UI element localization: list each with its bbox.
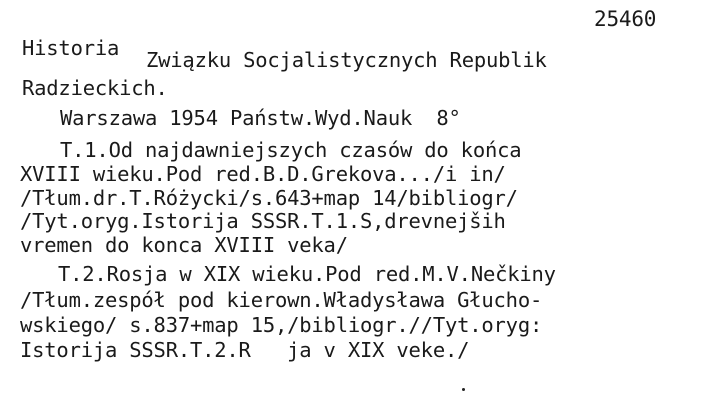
title-line-1a: Historia [22, 36, 120, 60]
volume2-line-4: Istorija SSSR.T.2.R ja v XIX veke./ [20, 338, 470, 362]
volume1-line-5: vremen do konca XVIII veka/ [20, 233, 348, 257]
volume2-line-2: /Tłum.zespół pod kierown.Władysława Głucho- [20, 288, 543, 312]
title-line-2: Radzieckich. [22, 76, 168, 100]
volume1-line-3: /Tłum.dr.T.Różycki/s.643+map 14/bibliogr/ [20, 186, 518, 210]
volume2-line-3: wskiego/ s.837+map 15,/bibliogr.//Tyt.oryg: [20, 313, 543, 337]
volume1-line-2: XVIII wieku.Pod red.B.D.Grekova.../i in/ [20, 162, 506, 186]
ink-speck [462, 388, 465, 391]
accession-number: 25460 [594, 7, 657, 31]
volume1-line-1: T.1.Od najdawniejszych czasów do końca [60, 138, 522, 162]
title-line-1b: Związku Socjalistycznych Republik [146, 48, 547, 72]
volume1-line-4: /Tyt.oryg.Istorija SSSR.T.1.S,drevnejših [20, 209, 506, 233]
imprint-line: Warszawa 1954 Państw.Wyd.Nauk 8° [60, 106, 461, 130]
volume2-line-1: T.2.Rosja w XIX wieku.Pod red.M.V.Nečkiny [58, 262, 556, 286]
